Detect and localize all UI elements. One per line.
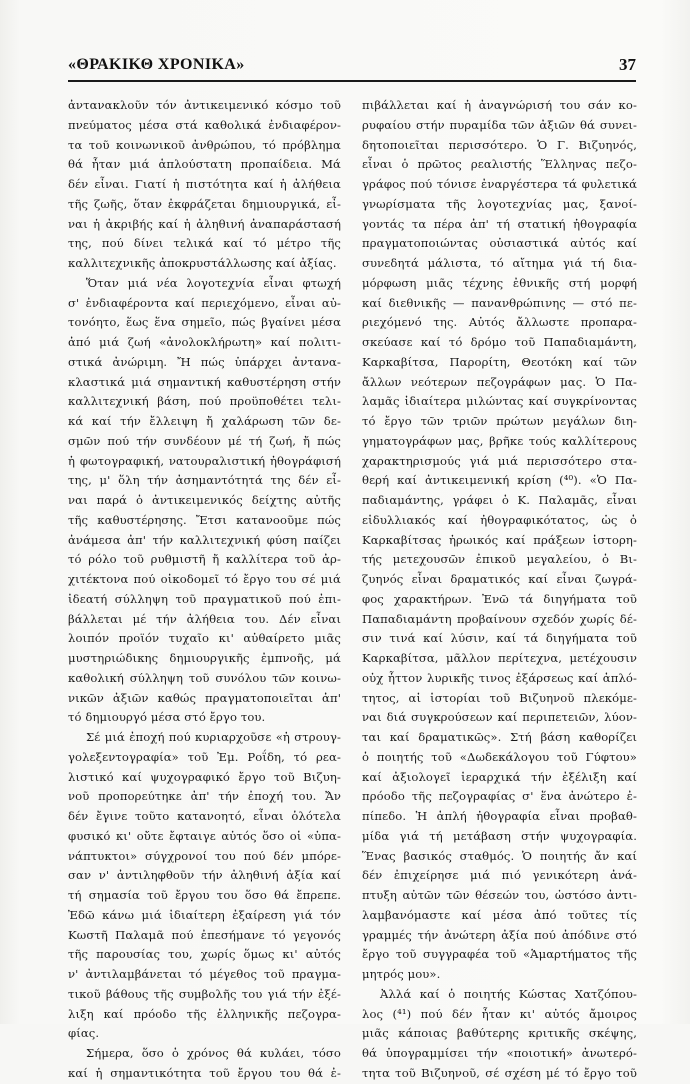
- text-line: ναι παρά ὁ ἀντικειμενικός δείχτης αὐτῆς: [68, 493, 341, 507]
- text-line: νοῦ προπορεύτηκε ἀπ' τήν ἐποχή του. Ἄν: [68, 789, 341, 804]
- text-line: εἰδυλλιακός καί ἠθογραφικότατος, ὡς ὁ: [362, 512, 637, 527]
- text-line: τό ἔργο τῶν τριῶν πρώτων μεγάλων διη-: [362, 414, 637, 428]
- text-line: γνωρίσματα τῆς λογοτεχνίας μας, ξανοί-: [362, 196, 637, 211]
- text-line: τῆς καθυστέρησης. Ἔτσι κατανοοῦμε πώς: [68, 512, 341, 527]
- text-line: ζυηνός εἶναι δραματικός καί εἶναι ζωγρά-: [362, 572, 637, 586]
- text-line: τικοῦ βάθους τῆς συμβολῆς του γιά τήν ἐξέ-: [68, 986, 341, 1001]
- text-line: γολεξεντογραφία» τοῦ Ἐμ. Ροΐδη, τό ρεα-: [68, 749, 341, 764]
- text-line: λαμβανόμαστε καί μέσα ἀπό τοῦτες τίς: [362, 907, 637, 922]
- text-line: τητος, αἱ ἱστορίαι τοῦ Βιζυηνοῦ πλεκόμε-: [362, 690, 637, 705]
- text-line: ἀνάμεσα ἀπ' τήν καλλιτεχνική φύση παίζει: [68, 532, 341, 547]
- text-line: πτυξη αὐτῶν τῶν θέσεών του, ὡστόσο ἀντι-: [362, 888, 637, 902]
- text-line: θερή καί ἀντικειμενική κρίση (⁴⁰). «Ὁ Πα-: [362, 473, 637, 488]
- text-line: φυσικό κι' οὔτε ἔφταιγε αὐτός ὅσο οἱ «ὑπα-: [68, 828, 341, 843]
- text-line: οὐχ ἧττον λυρικῆς τινος ἐξάρσεως καί ἁπλό-: [362, 670, 637, 685]
- running-header: [68, 52, 636, 78]
- text-line: τό ρόλο τοῦ ρυθμιστῆ ἤ καλλίτερα τοῦ ἀρ-: [68, 552, 341, 567]
- text-line: ν' ἀντιλαμβάνεται τό μέγεθος τοῦ πραγμα-: [68, 967, 341, 981]
- text-line: γράφος πού τόνισε ἐναργέστερα τά φυλετικά: [362, 177, 637, 191]
- text-line: πρόοδο τῆς πεζογραφίας σ' ἕνα ἀνώτερο ἐ-: [362, 789, 637, 804]
- text-line: ἀντανακλοῦν τόν ἀντικειμενικό κόσμο τοῦ: [68, 98, 341, 112]
- text-line: ἰδεατή σύλληψη τοῦ πραγματικοῦ πού ἐπι-: [68, 591, 341, 606]
- left-text-column: [68, 96, 341, 1084]
- text-line: τῆς ζωῆς, ὅταν ἐκφράζεται δημιουργικά, εἶ-: [68, 196, 341, 211]
- text-line: βάλλεται μέ τήν ἀλήθεια του. Δέν εἶναι: [68, 611, 341, 626]
- text-line: συνεδητά μάλιστα, τό αἴτημα γιά τή δια-: [362, 256, 637, 270]
- text-line: δητοποιεῖται περισσότερο. Ὁ Γ. Βιζυηνός,: [362, 137, 637, 152]
- text-line: μόρφωση μιᾶς τέχνης ἐθνικῆς στή μορφή: [362, 275, 637, 290]
- text-line: Ἕνας βασικός σταθμός. Ὁ ποιητής ἄν καί: [362, 848, 637, 863]
- text-line: πνεύματος μέσα στά καθολικά ἐνδιαφέρον-: [68, 117, 341, 132]
- text-line: ναι ἡ ἀκριβής καί ἡ ἀληθινή ἀναπαράστασή: [68, 216, 341, 231]
- text-line: λος (⁴¹) πού δέν ἦταν κι' αὐτός ἄμοιρος: [362, 1006, 637, 1021]
- text-line: καί διεθνικῆς — πανανθρώπινης — στό πε-: [362, 295, 637, 310]
- text-line: καλλιτεχνική βάση, πού προϋποθέτει τελι-: [68, 394, 341, 409]
- text-line: ἄλλων νεότερων πεζογράφων μας. Ὁ Πα-: [362, 374, 637, 389]
- text-line: σιν τινά καί λύσιν, καί τά διηγήματα τοῦ: [362, 631, 637, 646]
- text-line: ἀπό μιά ζωή «ἀνολοκλήρωτη» καί πολιτι-: [68, 335, 341, 349]
- text-line: εἶναι ὁ πρῶτος ρεαλιστής Ἕλληνας πεζο-: [362, 157, 637, 172]
- text-line: μίδα γιά τή μετάβαση στήν ψυχογραφία.: [362, 828, 637, 843]
- text-line: δέν ἐπιχείρησε μιά πιό γενικότερη ἀνά-: [362, 868, 637, 883]
- text-line: τῆς παρουσίας του, χωρίς ὅμως κι' αὐτός: [68, 947, 341, 962]
- text-line: σκεύασε καί τό δρόμο τοῦ Παπαδιαμάντη,: [362, 335, 637, 349]
- text-line: μιᾶς κάποιας βαθύτερης κριτικῆς σκέψης,: [362, 1026, 637, 1041]
- text-line: φος χαρακτήρων. Ἐνῶ τά διηγήματα τοῦ: [362, 591, 637, 606]
- text-line: κλαστικά μιά σημαντική καθυστέρηση στήν: [68, 374, 341, 389]
- text-line: της, πού δίνει τελικά καί τό μέτρο τῆς: [68, 236, 341, 251]
- right-text-column: [362, 96, 637, 1084]
- text-line: τή σημασία τοῦ ἔργου του ὅσο θά ἔπρεπε.: [68, 888, 341, 902]
- text-line: Παπαδιαμάντη προβαίνουν σχεδόν χωρίς δέ-: [362, 611, 637, 626]
- text-line: Σήμερα, ὅσο ὁ χρόνος θά κυλάει, τόσο: [86, 1046, 341, 1060]
- text-line: ρυφαίου στήν πυραμίδα τῶν ἀξιῶν θά συνει-: [362, 117, 637, 132]
- text-line: χαρακτηρισμούς γιά μιά περισσότερο στα-: [362, 453, 637, 468]
- text-line: κά καί τήν ἔλλειψη ἤ χαλάρωση τῶν δε-: [68, 414, 341, 428]
- text-line: χιτέκτονα πού οἰκοδομεῖ τό ἔργο του σέ μιά: [68, 572, 341, 586]
- text-line: τονόητο, ἕως ἕνα σημεῖο, πώς βγαίνει μέσα: [68, 315, 341, 330]
- text-line: νικῶν ἀξιῶν καθώς πραγματοποιεῖται ἀπ': [68, 690, 341, 705]
- text-line: τό δημιουργό μέσα στό ἔργο του.: [68, 710, 266, 725]
- text-line: στικά ἀνώριμη. Ἤ πώς ὑπάρχει ἀντανα-: [68, 354, 341, 369]
- text-line: λοιπόν προϊόν τυχαῖο κι' αὐθαίρετο μιᾶς: [68, 631, 341, 646]
- text-line: ναι διά συγκρούσεων καί περιπετειῶν, λύον-: [362, 710, 637, 725]
- text-line: Ἀλλά καί ὁ ποιητής Κώστας Χατζόπου-: [380, 986, 637, 1001]
- text-line: Καρκαβίτσα, μᾶλλον περίτεχνα, μετέχουσιν: [362, 651, 637, 665]
- text-line: πιβάλλεται καί ἡ ἀναγνώρισή του σάν κο-: [362, 98, 637, 112]
- text-line: Κωστῆ Παλαμᾶ πού ἐπεσήμανε τό γεγονός: [68, 927, 341, 942]
- text-line: ἡ φωτογραφική, νατουραλιστική ἠθογράφισή: [68, 453, 341, 468]
- text-line: Σέ μιά ἐποχή πού κυριαρχοῦσε «ἡ στρουγ-: [86, 730, 341, 744]
- text-line: γραμμές τήν ἀνώτερη ἀξία πού ἀπόδινε στό: [362, 927, 637, 942]
- text-line: Ἐδῶ κάνω μιά ἰδιαίτερη ἐξαίρεση γιά τόν: [68, 907, 341, 922]
- text-line: Καρκαβίτσα, Παρορίτη, Θεοτόκη καί τῶν: [362, 354, 637, 369]
- text-line: λιξη καί πρόοδο τῆς ἑλληνικῆς πεζογρα-: [68, 1006, 341, 1021]
- header-rule: [68, 80, 636, 82]
- text-line: γοντάς τα πέρα ἀπ' τή στατική ἠθογραφία: [362, 216, 637, 231]
- text-line: τής μετεχουσῶν ἐπικοῦ μεγαλείου, ὁ Βι-: [362, 552, 637, 567]
- text-line: καί ἀξιολογεῖ ἱεραρχικά τήν ἐξέλιξη καί: [362, 769, 637, 784]
- text-line: πίπεδο. Ἡ ἁπλή ἠθογραφία εἶναι προβαθ-: [362, 809, 637, 823]
- journal-title: «ΘΡΑΚΙΚΘ ΧΡΟΝΙΚΑ»: [68, 56, 245, 73]
- text-line: θά ὑπογραμμίσει τήν «ποιοτική» ἀνωτερό-: [362, 1046, 637, 1060]
- page-number: 37: [619, 55, 636, 74]
- text-line: λαμᾶς ἰδιαίτερα μιλώντας καί συγκρίνοντας: [362, 394, 637, 409]
- text-line: Καρκαβίτσας ἡρωικός καί πράξεων ἱστορη-: [362, 532, 637, 547]
- text-line: σμῶν πού τήν συνδέουν μέ τή ζωή, ἤ πώς: [68, 433, 341, 448]
- text-line: Ὅταν μιά νέα λογοτεχνία εἶναι φτωχή: [86, 275, 341, 290]
- text-line: ριεχόμενό της. Αὐτός ἄλλωστε προπαρα-: [362, 315, 637, 330]
- text-line: λιστικό καί ψυχογραφικό ἔργο τοῦ Βιζυη-: [68, 769, 341, 784]
- text-line: της, μ' ὅλη τήν ἀσημαντότητά της δέν εἶ-: [68, 473, 341, 488]
- text-line: φίας.: [68, 1026, 100, 1041]
- text-line: δέν εἶναι. Γιατί ἡ πιστότητα καί ἡ ἀλήθεια: [68, 177, 341, 191]
- text-line: σαν ν' ἀντιληφθοῦν τήν ἀληθινή ἀξία καί: [68, 868, 341, 883]
- text-line: καί ἡ σημαντικότητα τοῦ ἔργου του θά ἐ-: [68, 1065, 341, 1080]
- text-line: καλλιτεχνικῆς ἀποκρυστάλλωσης καί ἀξίας.: [68, 256, 337, 270]
- text-line: τα τοῦ κοινωνικοῦ ἀνθρώπου, τό πρόβλημα: [68, 137, 341, 152]
- text-line: σ' ἐνδιαφέροντα καί περιεχόμενο, εἶναι αὐ-: [68, 295, 341, 310]
- text-line: θά ἦταν μιά ἁπλούστατη προπαίδεια. Μά: [68, 157, 341, 172]
- text-line: ὁ ποιητής τοῦ «Δωδεκάλογου τοῦ Γύφτου»: [362, 749, 637, 764]
- text-line: μυστηριώδικης δημιουργικῆς ἐμπνοῆς, μά: [68, 651, 341, 665]
- text-line: δέν ἔγινε τοῦτο κατανοητό, εἶναι ὁλότελα: [68, 809, 341, 823]
- text-line: ται καί δραματικῶς». Στή βάση καθορίζει: [362, 730, 637, 744]
- text-line: νάπτυκτοι» σύγχρονοί του πού δέν μπόρε-: [68, 848, 341, 863]
- text-line: τητα τοῦ Βιζυηνοῦ, σέ σχέση μέ τό ἔργο τοῦ: [362, 1065, 637, 1080]
- text-line: πραγματοποιώντας οὐσιαστικά αὐτός καί: [362, 236, 637, 251]
- text-line: παδιαμάντης, γράφει ὁ Κ. Παλαμᾶς, εἶναι: [362, 493, 637, 507]
- text-line: μητρός μου».: [362, 967, 441, 981]
- text-line: γηματογράφων μας, βρῆκε τούς καλλίτερους: [362, 433, 637, 448]
- text-line: ἔργο τοῦ συγγραφέα τοῦ «Ἁμαρτήματος τῆς: [362, 947, 637, 962]
- text-line: καθολική σύλληψη τοῦ συνόλου τῶν κοινω-: [68, 670, 341, 685]
